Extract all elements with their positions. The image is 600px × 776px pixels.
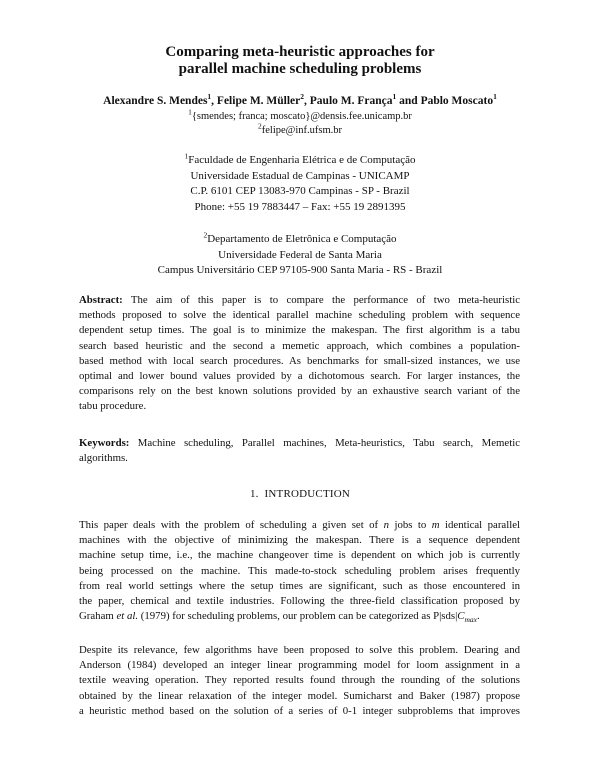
paragraph-line bbox=[79, 518, 520, 533]
abstract-line: search based heuristic and the second a memetic approach, which combines a population- bbox=[79, 339, 520, 352]
keywords bbox=[79, 436, 520, 466]
affiliation-university: Universidade Federal de Santa Maria bbox=[218, 248, 382, 261]
email-text: {smendes; franca; moscato}@densis.fee.unicamp.br bbox=[191, 111, 412, 122]
abstract bbox=[79, 293, 520, 415]
author-affiliation-mark: 1 bbox=[493, 92, 497, 102]
email-affiliation-mark: 1 bbox=[188, 107, 192, 117]
paragraph-line: a heuristic method based on the solution of a series of 0-1 integer subproblems that improves bbox=[79, 704, 520, 717]
affiliation-dept bbox=[0, 153, 600, 169]
math-n: n bbox=[383, 519, 390, 531]
text-run: (1979) for scheduling problems, our problem can be categorized as P|sds| bbox=[138, 610, 458, 623]
paragraph-line bbox=[79, 609, 520, 627]
email-affiliation-mark: 2 bbox=[258, 121, 262, 131]
paragraph-line: being processed on the machine. This made-to-stock scheduling problem arises frequently bbox=[79, 564, 520, 577]
email-line-2 bbox=[0, 121, 600, 138]
author-name: Felipe M. Müller bbox=[216, 95, 301, 107]
title-line-2: parallel machine scheduling problems bbox=[178, 61, 422, 77]
abstract-line: optimal and lower bound values provided by a dichotomous search. For larger instances, the bbox=[79, 370, 520, 383]
affiliation-phone: Phone: +55 19 7883447 – Fax: +55 19 2891395 bbox=[194, 200, 406, 213]
affiliation-mark: 1 bbox=[184, 151, 189, 161]
paragraph-line: textile weaving operation. They reported results found through the rounding of the solutions bbox=[79, 674, 520, 687]
author-separator: , bbox=[211, 95, 217, 107]
paragraph-line: obtained by the linear relaxation of the integer model. Sumicharst and Baker (1987) propose bbox=[79, 689, 520, 702]
paper-title bbox=[0, 44, 600, 78]
text-run: identical parallel bbox=[439, 519, 520, 531]
section-title: INTRODUCTION bbox=[264, 488, 351, 500]
keywords-line: algorithms. bbox=[79, 452, 128, 465]
author-affiliation-mark: 1 bbox=[207, 92, 212, 102]
math-c: C bbox=[457, 610, 465, 623]
abstract-line: based method with local search procedures. As benchmarks for small-sized instances, we use bbox=[79, 354, 520, 367]
affiliation-address: Campus Universitário CEP 97105-900 Santa Maria - RS - Brazil bbox=[157, 264, 443, 276]
paragraph-line: Despite its relevance, few algorithms have been proposed to solve this problem. Dearing and bbox=[79, 644, 520, 656]
author-list bbox=[0, 94, 600, 108]
abstract-line: methods proposed to solve the identical parallel machine scheduling problem with sequence bbox=[79, 309, 520, 322]
abstract-text: The aim of this paper is to compare the performance of two meta-heuristic bbox=[122, 294, 520, 306]
abstract-line: dependent setup times. The goal is to minimize the makespan. The first algorithm is a tabu bbox=[79, 324, 520, 337]
intro-paragraph-1 bbox=[79, 518, 520, 628]
affiliation-university: Universidade Estadual de Campinas - UNICAMP bbox=[190, 169, 410, 182]
author-name: Pablo Moscato bbox=[420, 95, 494, 107]
keywords-label: Keywords: bbox=[79, 437, 130, 449]
keywords-text: Machine scheduling, Parallel machines, Meta-heuristics, Tabu search, Memetic bbox=[129, 437, 520, 449]
section-number: 1. bbox=[249, 488, 259, 500]
text-run: . bbox=[476, 610, 480, 623]
affiliation-dept-text: Faculdade de Engenharia Elétrica e de Computação bbox=[188, 154, 416, 166]
email-text: felipe@inf.ufsm.br bbox=[261, 125, 342, 136]
intro-paragraph-2 bbox=[79, 643, 520, 719]
text-run: Graham bbox=[79, 610, 117, 623]
author-emails bbox=[0, 107, 600, 138]
text-run: This paper deals with the problem of scheduling a given set of bbox=[79, 519, 384, 531]
paragraph-line: from real world settings where the setup times are significant, such as those encountered in bbox=[79, 579, 520, 592]
section-heading bbox=[0, 488, 600, 500]
author-name: Paulo M. França bbox=[309, 95, 393, 107]
author-affiliation-mark: 1 bbox=[392, 92, 397, 102]
paragraph-line: machines with the objective of minimizing the makespan. There is a sequence dependent bbox=[79, 534, 520, 547]
math-subscript: max bbox=[464, 615, 477, 625]
paragraph-line: machine setup time, i.e., the machine changeover time is dependent on which job is currently bbox=[79, 549, 520, 562]
keywords-line bbox=[79, 436, 520, 451]
abstract-line: tabu procedure. bbox=[79, 400, 147, 413]
author-separator: and bbox=[396, 95, 421, 107]
author-separator: , bbox=[304, 95, 310, 107]
abstract-label: Abstract: bbox=[79, 294, 123, 306]
math-m: m bbox=[431, 519, 440, 531]
affiliation-2 bbox=[0, 232, 600, 279]
email-line-1 bbox=[0, 107, 600, 124]
paragraph-line: Anderson (1984) developed an integer linear programming model for loom assignment in a bbox=[79, 659, 520, 672]
affiliation-address: C.P. 6101 CEP 13083-970 Campinas - SP - Brazil bbox=[190, 185, 410, 197]
author-affiliation-mark: 2 bbox=[300, 92, 305, 102]
affiliation-1 bbox=[0, 153, 600, 215]
author-name: Alexandre S. Mendes bbox=[103, 95, 208, 107]
paragraph-line: the paper, chemical and textile industries. Following the three-field classification proposed by bbox=[79, 595, 520, 608]
abstract-line bbox=[79, 293, 520, 308]
text-run: jobs to bbox=[389, 519, 432, 531]
title-line-1: Comparing meta-heuristic approaches for bbox=[165, 44, 435, 60]
affiliation-mark: 2 bbox=[203, 230, 208, 240]
affiliation-dept bbox=[0, 232, 600, 248]
affiliation-dept-text: Departamento de Eletrônica e Computação bbox=[207, 233, 397, 245]
abstract-line: comparisons rely on the best known solutions provided by an exhaustive search variant of the bbox=[79, 385, 520, 398]
text-etal: et al. bbox=[116, 610, 139, 623]
